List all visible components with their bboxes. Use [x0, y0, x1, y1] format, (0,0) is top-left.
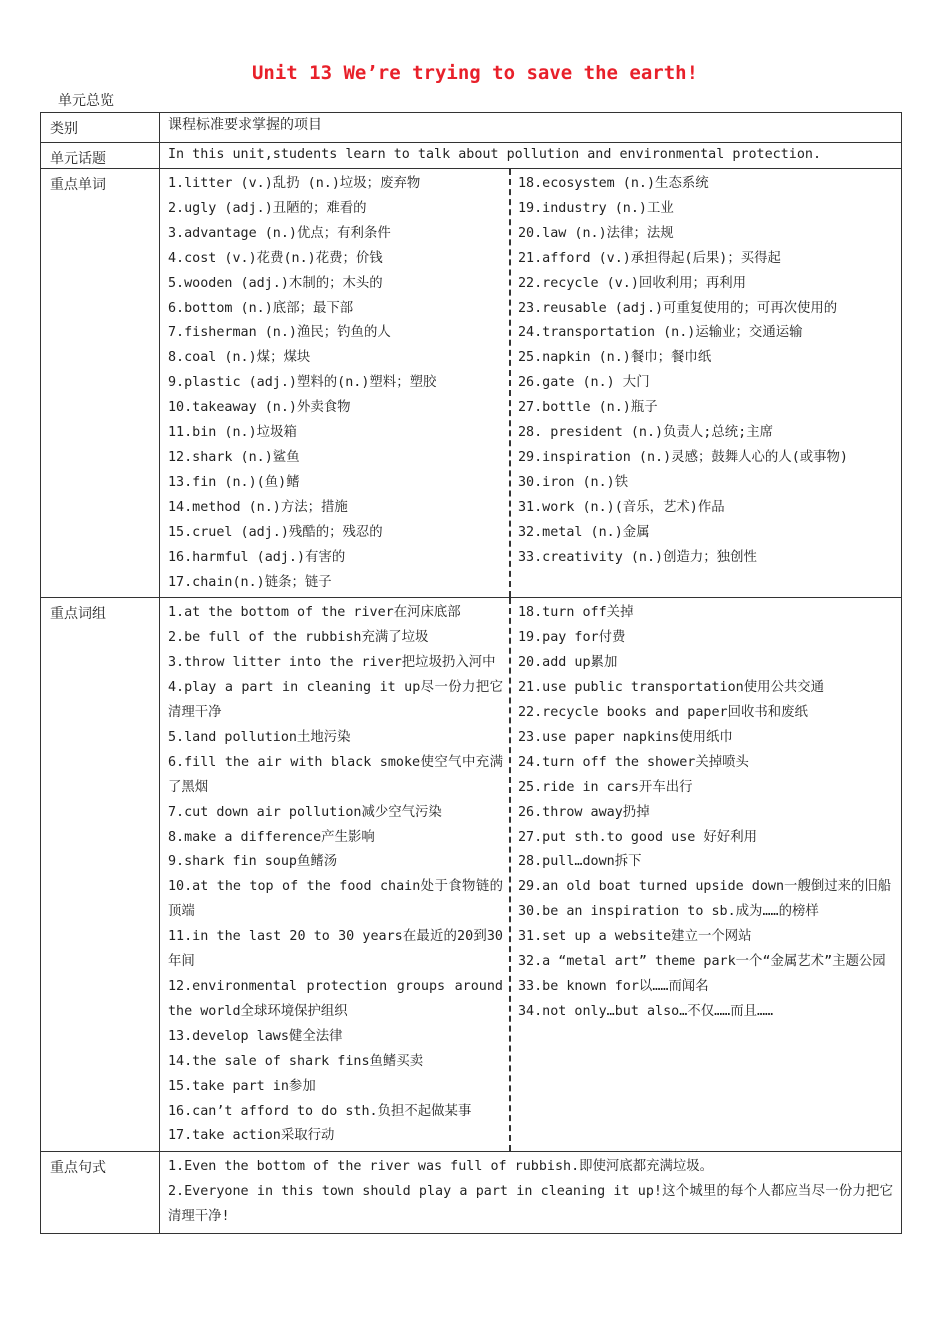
list-item: 32.a “metal art” theme park一个“金属艺术”主题公园 [518, 954, 886, 970]
list-item: 10.at the top of the food chain处于食物链的顶端 [168, 879, 503, 920]
list-item: 34.not only…but also…不仅……而且…… [518, 1003, 774, 1019]
vocab-cell [160, 169, 902, 598]
list-item: 19.pay for付费 [518, 630, 626, 646]
sentences-category: 重点句式 [41, 1152, 160, 1234]
list-item: 6.fill the air with black smoke使空气中充满了黑烟 [168, 754, 503, 795]
list-item: 11.bin (n.)垃圾箱 [168, 425, 297, 441]
list-item: 17.chain(n.)链条；链子 [168, 574, 332, 590]
unit-overview-table [40, 112, 902, 1234]
phrases-right-column [511, 598, 901, 1151]
list-item: 31.work (n.)(音乐，艺术)作品 [518, 499, 725, 515]
list-item: 18.ecosystem (n.)生态系统 [518, 176, 709, 191]
topic-cell [160, 143, 902, 169]
list-item: 4.cost (v.)花费(n.)花费；价钱 [168, 250, 383, 266]
list-item: 33.creativity (n.)创造力；独创性 [518, 549, 757, 565]
list-item: 13.fin (n.)(鱼)鳍 [168, 474, 300, 490]
vocab-right-column [511, 169, 901, 597]
phrases-row [41, 598, 902, 1152]
topic-category: 单元话题 [41, 143, 160, 169]
list-item: 14.the sale of shark fins鱼鳍买卖 [168, 1053, 424, 1069]
list-item: 11.in the last 20 to 30 years在最近的20到30年间 [168, 929, 503, 970]
list-item: 19.industry (n.)工业 [518, 200, 674, 216]
list-item: 26.throw away扔掉 [518, 804, 650, 820]
list-item: 31.set up a website建立一个网站 [518, 929, 752, 945]
list-item: 9.plastic (adj.)塑料的(n.)塑料；塑胶 [168, 375, 437, 391]
topic-row [41, 143, 902, 169]
list-item: 1.at the bottom of the river在河床底部 [168, 605, 461, 621]
table-header-row [41, 113, 902, 143]
list-item: 1.Even the bottom of the river was full of rubbish.即使河底都充满垃圾。 [168, 1159, 714, 1175]
list-item: 22.recycle (v.)回收利用；再利用 [518, 275, 747, 291]
list-item: 5.wooden (adj.)木制的；木头的 [168, 275, 383, 291]
list-item: 24.transportation (n.)运输业；交通运输 [518, 325, 803, 341]
list-item: 20.law (n.)法律；法规 [518, 225, 674, 241]
list-item: 3.throw litter into the river把垃圾扔入河中 [168, 655, 496, 671]
list-item: 15.cruel (adj.)残酷的；残忍的 [168, 524, 383, 540]
list-item: 32.metal (n.)金属 [518, 524, 650, 540]
list-item: 1.litter (v.)乱扔 (n.)垃圾；废弃物 [168, 176, 421, 191]
list-item: 26.gate (n.) 大门 [518, 375, 650, 391]
list-item: 2.be full of the rubbish充满了垃圾 [168, 630, 429, 646]
list-item: 29.an old boat turned upside down一艘倒过来的旧船 [518, 879, 892, 895]
phrases-cell [160, 598, 902, 1152]
list-item: 4.play a part in cleaning it up尽一份力把它清理干净 [168, 680, 503, 721]
sentences-row [41, 1152, 902, 1234]
list-item: 16.can’t afford to do sth.负担不起做某事 [168, 1103, 472, 1119]
list-item: 15.take part in参加 [168, 1078, 316, 1094]
list-item: 7.fisherman (n.)渔民；钓鱼的人 [168, 325, 391, 341]
vocab-category: 重点单词 [41, 169, 160, 598]
list-item: 23.reusable (adj.)可重复使用的；可再次使用的 [518, 300, 838, 316]
list-item: 21.use public transportation使用公共交通 [518, 680, 825, 696]
list-item: 28.pull…down拆下 [518, 854, 642, 870]
list-item: 24.turn off the shower关掉喷头 [518, 754, 749, 770]
topic-text: In this unit,students learn to talk about pollution and environmental protection. [168, 147, 822, 162]
header-items: 课程标准要求掌握的项目 [168, 117, 322, 133]
sentences-cell [160, 1152, 902, 1234]
list-item: 25.napkin (n.)餐巾；餐巾纸 [518, 350, 712, 366]
list-item: 33.be known for以……而闻名 [518, 979, 709, 994]
list-item: 27.bottle (n.)瓶子 [518, 400, 658, 416]
list-item: 9.shark fin soup鱼鳍汤 [168, 854, 338, 870]
list-item: 27.put sth.to good use 好好利用 [518, 829, 757, 845]
list-item: 8.coal (n.)煤；煤块 [168, 350, 311, 366]
list-item: 28. president (n.)负责人;总统;主席 [518, 425, 773, 441]
list-item: 18.turn off关掉 [518, 605, 634, 621]
header-items-cell [160, 113, 902, 143]
list-item: 12.environmental protection groups around the world全球环境保护组织 [168, 979, 503, 1019]
list-item: 8.make a difference产生影响 [168, 829, 375, 845]
list-item: 22.recycle books and paper回收书和废纸 [518, 705, 808, 721]
list-item: 6.bottom (n.)底部；最下部 [168, 300, 354, 316]
list-item: 10.takeaway (n.)外卖食物 [168, 400, 351, 416]
list-item: 17.take action采取行动 [168, 1128, 335, 1144]
list-item: 5.land pollution土地污染 [168, 729, 351, 745]
list-item: 29.inspiration (n.)灵感；鼓舞人心的人(或事物) [518, 449, 848, 465]
list-item: 7.cut down air pollution减少空气污染 [168, 804, 442, 820]
list-item: 2.ugly (adj.)丑陋的；难看的 [168, 200, 367, 216]
page-title: Unit 13 We’re trying to save the earth! [251, 62, 699, 84]
list-item: 3.advantage (n.)优点；有利条件 [168, 225, 391, 241]
list-item: 2.Everyone in this town should play a part in cleaning it up!这个城里的每个人都应当尽一份力把它清理干净! [168, 1184, 893, 1225]
list-item: 13.develop laws健全法律 [168, 1028, 343, 1044]
list-item: 14.method (n.)方法；措施 [168, 499, 348, 515]
list-item: 16.harmful (adj.)有害的 [168, 549, 346, 565]
vocab-row [41, 169, 902, 598]
list-item: 20.add up累加 [518, 655, 618, 671]
list-item: 23.use paper napkins使用纸巾 [518, 729, 733, 745]
list-item: 25.ride in cars开车出行 [518, 779, 693, 795]
vocab-left-column [160, 169, 511, 597]
list-item: 21.afford (v.)承担得起(后果)；买得起 [518, 250, 781, 266]
section-subtitle: 单元总览 [58, 93, 114, 109]
list-item: 12.shark (n.)鲨鱼 [168, 449, 300, 465]
list-item: 30.iron (n.)铁 [518, 474, 629, 490]
phrases-category: 重点词组 [41, 598, 160, 1152]
header-category: 类别 [41, 113, 160, 143]
list-item: 30.be an inspiration to sb.成为……的榜样 [518, 904, 819, 920]
phrases-left-column [160, 598, 511, 1151]
